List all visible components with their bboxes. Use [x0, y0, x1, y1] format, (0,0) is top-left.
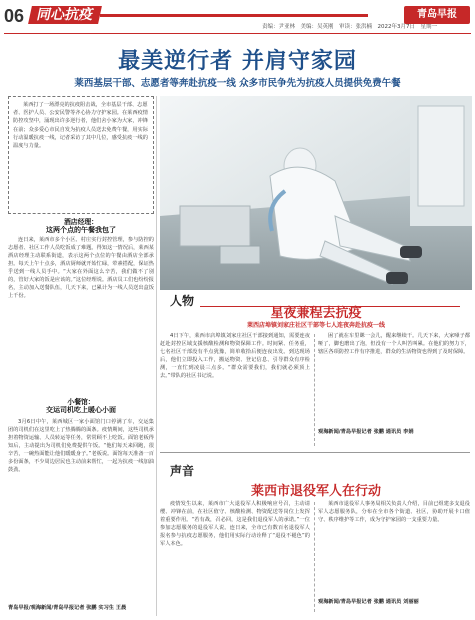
header-rule: [4, 33, 471, 34]
story-1-subtitle: 莱西店埠镇刘家庄社区干部等七人连夜奔赴抗疫一线: [246, 322, 385, 329]
section-1-heading-bottom: 这两个点的午餐我包了: [46, 226, 116, 234]
story-1-body-right: 困了就在车里眯一会儿，醒来继续干。几天下来，大家嗓子都哑了，脚也磨出了泡，但没有一个人叫苦叫累。在他们的努力下，辖区各项防控工作有序推进，群众的生活物资也得到了及时保障。: [318, 333, 470, 355]
page-number: 06: [4, 6, 25, 26]
newspaper-logo: 青岛早报: [404, 6, 470, 24]
feature-photo: [160, 96, 472, 290]
exhausted-worker-photo: [160, 96, 472, 290]
section-2-heading-top: 小餐馆：: [67, 398, 95, 406]
section-banner: 同心抗疫: [28, 6, 102, 24]
page-subtitle: 莱西基层干部、志愿者等奔赴抗疫一线 众多市民争先为抗疫人员提供免费午餐: [74, 78, 401, 89]
story-1-credit: 观海新闻/青岛早报记者 张鹏 通讯员 李娟: [318, 429, 414, 435]
story-1-divider: [314, 334, 315, 446]
section-1-heading: [8, 218, 154, 234]
story-2-body-left: 疫情发生以来，莱西市广大退役军人积极响应号召，主动请缨、冲锋在前，在社区值守、核酸检测、物资配送等岗位上发挥着重要作用。“若有战，召必回，这是我们退役军人的承诺。”一位参加志愿服务的退役军人说。连日来，全市已有数百名退役军人报名参与抗疫志愿服务，他们用实际行动诠释了“退役不褪色”的军人本色。: [160, 501, 310, 547]
banner-rule: [100, 14, 368, 17]
section-2-heading: [8, 398, 154, 414]
section-1-heading-top: 酒店经理：: [64, 218, 98, 226]
story-1-label: 人物: [170, 294, 195, 308]
story-2-body-right: 莱西市退役军人事务局相关负责人介绍，目前已组建多支退役军人志愿服务队，分布在全市各个街道、社区，协助开展卡口值守、秩序维护等工作，成为守护家园的一支重要力量。: [318, 501, 470, 523]
section-1-body: 连日来，莱西市多个小区、村庄实行封控管理，参与防控的志愿者、社区工作人员吃饭成了难题。得知这一情况后，莱西某酒店经理主动联系街道，表示这两个点位的午餐由酒店全部承担。每天上午十点多，酒店厨师就开始忙碌，荤素搭配，保证热乎送到一线人员手中。“大家在外面这么辛苦，我们做不了别的，管好大家的饭是应该的。”这位经理说。酒店员工们也纷纷报名，主动加入送餐队伍，几天下来，已累计为一线人员送出盒饭上千份。: [8, 237, 154, 299]
intro-box: 莱西打了一场漂亮的抗疫阻击战，全市基层干部、志愿者、医护人员、公安民警等齐心协力守护家园。在莱西疫情防控攻坚中，涌现出许多逆行者，他们舍小家为大家，冲锋在前；众多爱心市民自发为抗疫人员送去免费午餐，用实际行动温暖抗疫一线，记者采访了其中几位，感受抗疫一线的温度与力量。: [8, 96, 154, 214]
story-2-credit: 观海新闻/青岛早报记者 张鹏 通讯员 刘丽丽: [318, 599, 419, 605]
left-credit: 青岛早报/观海新闻/青岛早报记者 张鹏 实习生 王晨: [8, 605, 127, 611]
story-2-divider: [314, 502, 315, 612]
story-divider: [160, 452, 470, 453]
story-1-title: 星夜兼程去抗疫: [270, 306, 362, 321]
story-2-title: 莱西市退役军人在行动: [250, 484, 381, 499]
column-divider: [156, 96, 157, 616]
section-2-heading-bottom: 交运司机吃上暖心小面: [46, 406, 116, 414]
story-1-body-left: 4日下午，莱西市店埠镇刘家庄社区干部接到通知，需要连夜赶赴封控区域支援核酸检测和物资保障工作。时间紧、任务重，七名社区干部没有半点犹豫，简单收拾后便连夜出发。到达现场后，他们立即投入工作，搬运物资、登记信息、引导群众有序检测，一直忙到凌晨三点多。“群众需要我们，我们就必须顶上去。”带队的社区书记说。: [160, 333, 310, 379]
page-header: [0, 0, 475, 36]
story-2-label: 声音: [170, 464, 195, 478]
editor-meta: 责编：尹亚林 美编：吴英刚 审读：张洪楠 2022年3月7日 星期一: [262, 24, 437, 30]
page-title: 最美逆行者 并肩守家园: [118, 49, 357, 74]
section-2-body: 3月6日中午，莱西城区一家小面馆门口停满了车，交运集团的司机们在这里吃上了热腾腾的面条。疫情期间，这些司机承担着物资运输、人员转运等任务，常常顾不上吃饭。面馆老板得知后，主动提出为司机们免费提供午饭。“他们每天来回跑，很辛苦，一碗热面能让他们暖暖身子。”老板说。面馆每天准备一百多份面条，不少周边居民也主动前来帮忙，一起为抗疫一线加油鼓劲。: [8, 419, 154, 473]
